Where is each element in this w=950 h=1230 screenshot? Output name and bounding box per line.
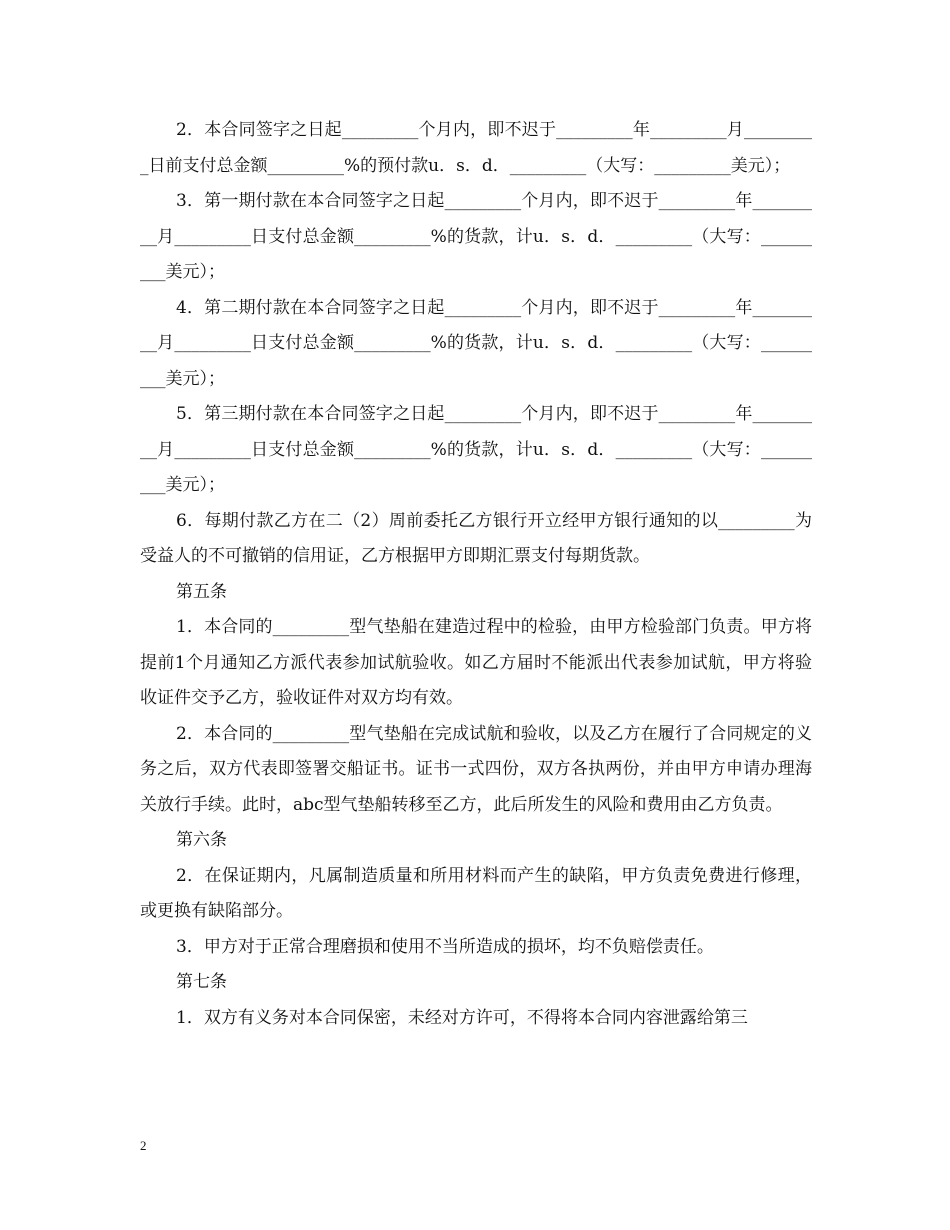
article-heading: 第五条 xyxy=(176,581,227,602)
clause-paragraph: 3．甲方对于正常合理磨损和使用不当所造成的损坏，均不负赔偿责任。 xyxy=(176,936,714,957)
clause-paragraph: 2．在保证期内，凡属制造质量和所用材料而产生的缺陷，甲方负责免费进行修理，或更换有缺陷部分。 xyxy=(140,865,812,921)
clause-paragraph: 1．双方有义务对本合同保密，未经对方许可，不得将本合同内容泄露给第三 xyxy=(176,1007,748,1028)
document-body xyxy=(140,113,812,1036)
clause-paragraph: 3．第一期付款在本合同签字之日起_________个月内，即不迟于_________年_________月_________日支付总金额_________%的货款，计u．s．d．_________（大写：_________美元）； xyxy=(140,191,812,282)
page-number: 2 xyxy=(140,1138,147,1153)
clause-paragraph: 6．每期付款乙方在二（2）周前委托乙方银行开立经甲方银行通知的以_________为受益人的不可撤销的信用证，乙方根据甲方即期汇票支付每期货款。 xyxy=(140,510,812,566)
clause-paragraph: 1．本合同的_________型气垫船在建造过程中的检验，由甲方检验部门负责。甲方将提前1个月通知乙方派代表参加试航验收。如乙方届时不能派出代表参加试航，甲方将验收证件交予乙方，验收证件对双方均有效。 xyxy=(140,617,812,708)
clause-paragraph: 5．第三期付款在本合同签字之日起_________个月内，即不迟于_________年_________月_________日支付总金额_________%的货款，计u．s．d．_________（大写：_________美元）； xyxy=(140,404,812,495)
article-heading: 第六条 xyxy=(176,830,227,850)
article-heading: 第七条 xyxy=(176,972,227,992)
clause-paragraph: 4．第二期付款在本合同签字之日起_________个月内，即不迟于_________年_________月_________日支付总金额_________%的货款，计u．s．d．_________（大写：_________美元）； xyxy=(140,297,812,389)
clause-paragraph: 2．本合同的_________型气垫船在完成试航和验收，以及乙方在履行了合同规定的义务之后，双方代表即签署交船证书。证书一式四份，双方各执两份，并由甲方申请办理海关放行手续。此时，abc型气垫船转移至乙方，此后所发生的风险和费用由乙方负责。 xyxy=(140,723,812,815)
clause-paragraph: 2．本合同签字之日起_________个月内，即不迟于_________年_________月_________日前支付总金额_________%的预付款u．s．d．_________（大写：_________美元）； xyxy=(140,120,812,176)
